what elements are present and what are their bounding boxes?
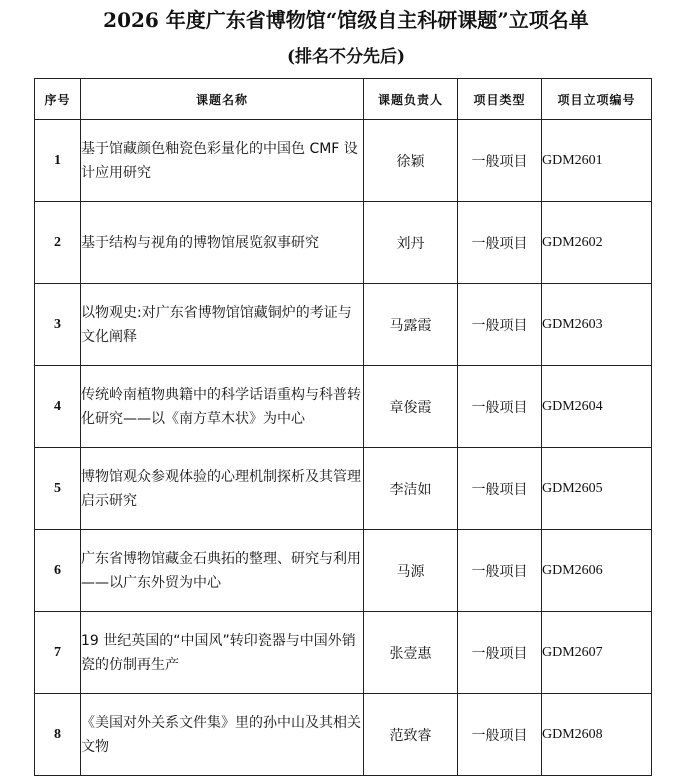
document-subtitle: (排名不分先后) [286, 47, 406, 67]
project-code: GDM2607 [542, 612, 652, 694]
project-title: 博物馆观众参观体验的心理机制探析及其管理启示研究 [81, 448, 364, 530]
row-number: 1 [35, 120, 81, 202]
project-type: 一般项目 [458, 612, 542, 694]
project-title: 基于馆藏颜色釉瓷色彩量化的中国色 CMF 设计应用研究 [81, 120, 364, 202]
table-header-row [35, 79, 652, 120]
table-row [35, 448, 652, 530]
project-title: 19 世纪英国的“中国风”转印瓷器与中国外销瓷的仿制再生产 [81, 612, 364, 694]
project-code: GDM2608 [542, 694, 652, 776]
row-number: 7 [35, 612, 81, 694]
project-code: GDM2601 [542, 120, 652, 202]
project-leader: 张壹惠 [364, 612, 458, 694]
project-list-table [34, 78, 652, 776]
project-title: 广东省博物馆藏金石典拓的整理、研究与利用——以广东外贸为中心 [81, 530, 364, 612]
row-number: 4 [35, 366, 81, 448]
project-type: 一般项目 [458, 694, 542, 776]
project-title: 《美国对外关系文件集》里的孙中山及其相关文物 [81, 694, 364, 776]
project-type: 一般项目 [458, 120, 542, 202]
row-number: 6 [35, 530, 81, 612]
table-row [35, 120, 652, 202]
document-title: 2026 年度广东省博物馆“馆级自主科研课题”立项名单 [103, 8, 589, 32]
project-leader: 马源 [364, 530, 458, 612]
table-row [35, 694, 652, 776]
project-leader: 刘丹 [364, 202, 458, 284]
project-type: 一般项目 [458, 448, 542, 530]
row-number: 3 [35, 284, 81, 366]
project-code: GDM2602 [542, 202, 652, 284]
table-row [35, 612, 652, 694]
table-row [35, 284, 652, 366]
header-title: 课题名称 [81, 79, 364, 120]
project-type: 一般项目 [458, 366, 542, 448]
table-row [35, 366, 652, 448]
header-type: 项目类型 [458, 79, 542, 120]
project-leader: 徐颖 [364, 120, 458, 202]
project-title: 传统岭南植物典籍中的科学话语重构与科普转化研究——以《南方草木状》为中心 [81, 366, 364, 448]
header-number: 序号 [35, 79, 81, 120]
header-code: 项目立项编号 [542, 79, 652, 120]
project-leader: 马露霞 [364, 284, 458, 366]
project-code: GDM2605 [542, 448, 652, 530]
table-row [35, 530, 652, 612]
project-code: GDM2606 [542, 530, 652, 612]
project-leader: 范致睿 [364, 694, 458, 776]
project-type: 一般项目 [458, 530, 542, 612]
row-number: 2 [35, 202, 81, 284]
project-code: GDM2604 [542, 366, 652, 448]
project-code: GDM2603 [542, 284, 652, 366]
project-title: 基于结构与视角的博物馆展览叙事研究 [81, 202, 364, 284]
row-number: 5 [35, 448, 81, 530]
project-leader: 章俊霞 [364, 366, 458, 448]
project-type: 一般项目 [458, 284, 542, 366]
project-type: 一般项目 [458, 202, 542, 284]
header-leader: 课题负责人 [364, 79, 458, 120]
row-number: 8 [35, 694, 81, 776]
project-title: 以物观史:对广东省博物馆馆藏铜炉的考证与文化阐释 [81, 284, 364, 366]
project-leader: 李洁如 [364, 448, 458, 530]
table-row [35, 202, 652, 284]
